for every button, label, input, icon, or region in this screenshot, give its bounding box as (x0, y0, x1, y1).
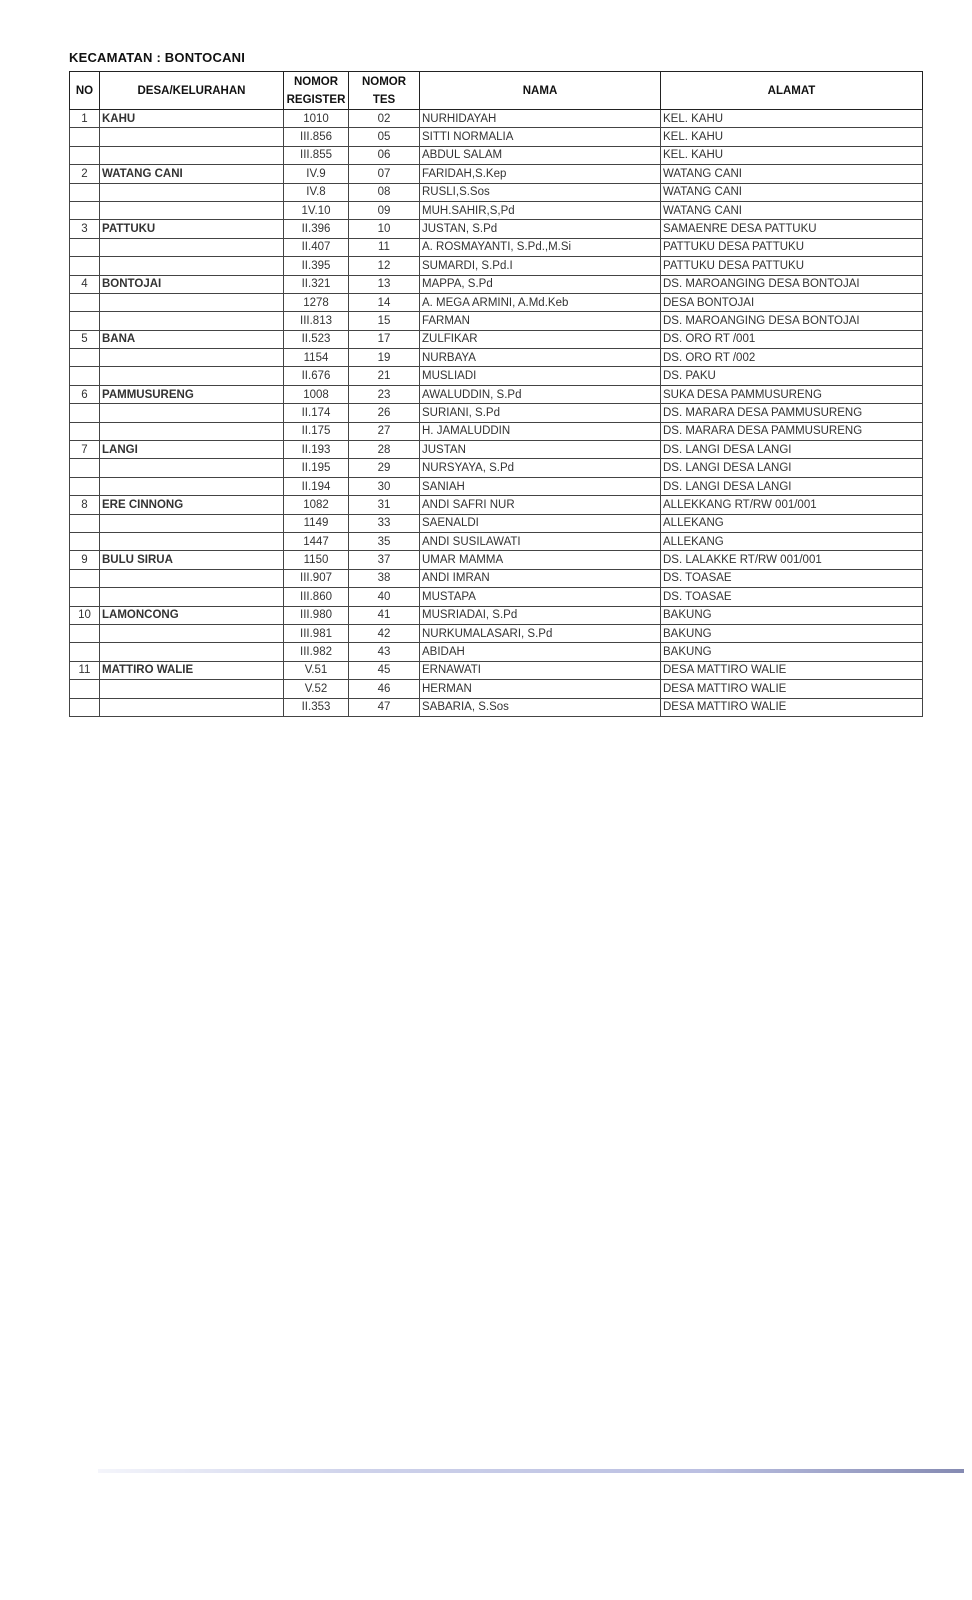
cell-desa-kelurahan: BANA (100, 330, 284, 348)
cell-desa-kelurahan (100, 643, 284, 661)
cell-nama: SANIAH (420, 477, 661, 495)
cell-nama: ANDI SUSILAWATI (420, 532, 661, 550)
cell-nomor-tes: 41 (349, 606, 420, 624)
header-nomor-tes-line2: TES (372, 93, 396, 106)
cell-nomor-register: II.194 (284, 477, 349, 495)
header-nomor-register (284, 72, 349, 110)
table-row (70, 146, 923, 164)
cell-nomor-tes: 17 (349, 330, 420, 348)
cell-nomor-register: 1278 (284, 293, 349, 311)
cell-nama: ANDI IMRAN (420, 569, 661, 587)
cell-nomor-tes: 30 (349, 477, 420, 495)
cell-nomor-register: 1149 (284, 514, 349, 532)
cell-desa-kelurahan (100, 312, 284, 330)
cell-nomor-register: 1008 (284, 385, 349, 403)
cell-nama: HERMAN (420, 680, 661, 698)
cell-nomor-register: 1154 (284, 349, 349, 367)
header-no: NO (70, 72, 100, 110)
cell-nama: A. MEGA ARMINI, A.Md.Keb (420, 293, 661, 311)
cell-nomor-register: IV.9 (284, 165, 349, 183)
table-row (70, 220, 923, 238)
cell-alamat: DS. LANGI DESA LANGI (661, 477, 923, 495)
cell-nomor-register: 1010 (284, 110, 349, 128)
table-row (70, 238, 923, 256)
cell-desa-kelurahan: ERE CINNONG (100, 496, 284, 514)
cell-nomor-register: II.676 (284, 367, 349, 385)
cell-nomor-tes: 07 (349, 165, 420, 183)
cell-no (70, 588, 100, 606)
cell-nomor-tes: 10 (349, 220, 420, 238)
cell-alamat: KEL. KAHU (661, 110, 923, 128)
table-row (70, 110, 923, 128)
table-row (70, 257, 923, 275)
cell-desa-kelurahan (100, 257, 284, 275)
cell-nomor-tes: 40 (349, 588, 420, 606)
cell-nama: MUSRIADAI, S.Pd (420, 606, 661, 624)
cell-nama: ERNAWATI (420, 661, 661, 679)
cell-alamat: DS. MARARA DESA PAMMUSURENG (661, 422, 923, 440)
cell-alamat: BAKUNG (661, 624, 923, 642)
cell-alamat: DS. TOASAE (661, 588, 923, 606)
table-row (70, 532, 923, 550)
header-nama: NAMA (420, 72, 661, 110)
cell-nama: ABDUL SALAM (420, 146, 661, 164)
cell-alamat: DS. MAROANGING DESA BONTOJAI (661, 312, 923, 330)
cell-nomor-register: 1150 (284, 551, 349, 569)
cell-no (70, 312, 100, 330)
cell-nomor-tes: 38 (349, 569, 420, 587)
table-row (70, 312, 923, 330)
cell-alamat: PATTUKU DESA PATTUKU (661, 238, 923, 256)
cell-alamat: SUKA DESA PAMMUSURENG (661, 385, 923, 403)
cell-no (70, 569, 100, 587)
cell-nomor-tes: 12 (349, 257, 420, 275)
cell-no: 4 (70, 275, 100, 293)
cell-desa-kelurahan (100, 532, 284, 550)
cell-nomor-tes: 14 (349, 293, 420, 311)
cell-desa-kelurahan (100, 459, 284, 477)
cell-nama: MUSTAPA (420, 588, 661, 606)
header-nomor-tes-line1: NOMOR (361, 75, 407, 88)
cell-nomor-tes: 19 (349, 349, 420, 367)
cell-nomor-tes: 45 (349, 661, 420, 679)
table-row (70, 514, 923, 532)
cell-nama: MUSLIADI (420, 367, 661, 385)
table-row (70, 293, 923, 311)
table-row (70, 330, 923, 348)
cell-nama: H. JAMALUDDIN (420, 422, 661, 440)
cell-nomor-tes: 42 (349, 624, 420, 642)
cell-alamat: DS. MAROANGING DESA BONTOJAI (661, 275, 923, 293)
cell-nama: NURHIDAYAH (420, 110, 661, 128)
cell-no (70, 349, 100, 367)
cell-desa-kelurahan (100, 293, 284, 311)
cell-nomor-register: II.195 (284, 459, 349, 477)
table-row (70, 680, 923, 698)
cell-nomor-tes: 11 (349, 238, 420, 256)
cell-no (70, 238, 100, 256)
cell-alamat: DS. PAKU (661, 367, 923, 385)
cell-nomor-register: II.193 (284, 441, 349, 459)
cell-nomor-tes: 46 (349, 680, 420, 698)
cell-desa-kelurahan (100, 349, 284, 367)
cell-alamat: DS. MARARA DESA PAMMUSURENG (661, 404, 923, 422)
cell-no (70, 367, 100, 385)
cell-alamat: DS. LALAKKE RT/RW 001/001 (661, 551, 923, 569)
cell-desa-kelurahan (100, 201, 284, 219)
cell-nomor-register: II.396 (284, 220, 349, 238)
cell-nomor-tes: 15 (349, 312, 420, 330)
cell-nama: A. ROSMAYANTI, S.Pd.,M.Si (420, 238, 661, 256)
cell-no: 11 (70, 661, 100, 679)
cell-alamat: DESA MATTIRO WALIE (661, 661, 923, 679)
cell-no (70, 293, 100, 311)
cell-nomor-register: II.407 (284, 238, 349, 256)
cell-nomor-register: III.907 (284, 569, 349, 587)
cell-nama: ANDI SAFRI NUR (420, 496, 661, 514)
cell-nomor-register: III.860 (284, 588, 349, 606)
cell-no: 2 (70, 165, 100, 183)
cell-desa-kelurahan (100, 183, 284, 201)
cell-desa-kelurahan (100, 422, 284, 440)
cell-alamat: WATANG CANI (661, 165, 923, 183)
cell-alamat: PATTUKU DESA PATTUKU (661, 257, 923, 275)
header-desa-kelurahan: DESA/KELURAHAN (100, 72, 284, 110)
table-row (70, 385, 923, 403)
cell-alamat: DS. TOASAE (661, 569, 923, 587)
table-row (70, 661, 923, 679)
cell-no (70, 459, 100, 477)
cell-alamat: ALLEKANG (661, 514, 923, 532)
cell-nomor-tes: 27 (349, 422, 420, 440)
cell-nama: FARIDAH,S.Kep (420, 165, 661, 183)
table-row (70, 459, 923, 477)
cell-no (70, 146, 100, 164)
cell-nomor-tes: 26 (349, 404, 420, 422)
cell-desa-kelurahan (100, 680, 284, 698)
table-row (70, 606, 923, 624)
cell-alamat: WATANG CANI (661, 183, 923, 201)
cell-nomor-register: 1447 (284, 532, 349, 550)
cell-nomor-tes: 43 (349, 643, 420, 661)
cell-alamat: SAMAENRE DESA PATTUKU (661, 220, 923, 238)
cell-nomor-tes: 05 (349, 128, 420, 146)
cell-desa-kelurahan (100, 514, 284, 532)
cell-desa-kelurahan (100, 146, 284, 164)
cell-alamat: ALLEKANG (661, 532, 923, 550)
table-row (70, 367, 923, 385)
cell-nomor-tes: 06 (349, 146, 420, 164)
page-title: KECAMATAN : BONTOCANI (69, 50, 246, 65)
cell-nama: MUH.SAHIR,S,Pd (420, 201, 661, 219)
header-row (70, 72, 923, 110)
cell-no (70, 404, 100, 422)
cell-alamat: KEL. KAHU (661, 128, 923, 146)
cell-nomor-tes: 33 (349, 514, 420, 532)
cell-nomor-register: III.855 (284, 146, 349, 164)
cell-nomor-register: III.980 (284, 606, 349, 624)
cell-no (70, 477, 100, 495)
cell-nama: NURSYAYA, S.Pd (420, 459, 661, 477)
cell-nomor-tes: 31 (349, 496, 420, 514)
cell-nama: SUMARDI, S.Pd.I (420, 257, 661, 275)
cell-desa-kelurahan: BONTOJAI (100, 275, 284, 293)
table-row (70, 404, 923, 422)
cell-no (70, 624, 100, 642)
cell-nama: SABARIA, S.Sos (420, 698, 661, 716)
cell-desa-kelurahan (100, 588, 284, 606)
cell-nama: UMAR MAMMA (420, 551, 661, 569)
cell-no: 10 (70, 606, 100, 624)
cell-desa-kelurahan: PAMMUSURENG (100, 385, 284, 403)
cell-alamat: DS. LANGI DESA LANGI (661, 459, 923, 477)
cell-desa-kelurahan: PATTUKU (100, 220, 284, 238)
cell-alamat: ALLEKKANG RT/RW 001/001 (661, 496, 923, 514)
cell-nomor-tes: 29 (349, 459, 420, 477)
table-row (70, 183, 923, 201)
cell-no (70, 201, 100, 219)
cell-nama: ZULFIKAR (420, 330, 661, 348)
cell-nomor-tes: 09 (349, 201, 420, 219)
cell-no (70, 643, 100, 661)
cell-desa-kelurahan (100, 128, 284, 146)
cell-desa-kelurahan (100, 624, 284, 642)
cell-nomor-register: V.52 (284, 680, 349, 698)
cell-no: 5 (70, 330, 100, 348)
cell-nama: RUSLI,S.Sos (420, 183, 661, 201)
cell-no (70, 422, 100, 440)
cell-nama: SAENALDI (420, 514, 661, 532)
cell-nomor-tes: 02 (349, 110, 420, 128)
cell-nomor-register: II.321 (284, 275, 349, 293)
cell-nomor-register: II.395 (284, 257, 349, 275)
cell-nomor-tes: 28 (349, 441, 420, 459)
cell-nomor-tes: 23 (349, 385, 420, 403)
table-row (70, 551, 923, 569)
cell-no: 7 (70, 441, 100, 459)
cell-nomor-register: 1V.10 (284, 201, 349, 219)
cell-alamat: DESA MATTIRO WALIE (661, 698, 923, 716)
header-nomor-register-line2: REGISTER (286, 93, 346, 106)
cell-nomor-register: III.856 (284, 128, 349, 146)
table-row (70, 275, 923, 293)
cell-nama: JUSTAN, S.Pd (420, 220, 661, 238)
cell-no: 1 (70, 110, 100, 128)
participant-table (69, 71, 923, 717)
cell-desa-kelurahan (100, 238, 284, 256)
cell-alamat: DS. LANGI DESA LANGI (661, 441, 923, 459)
cell-alamat: DS. ORO RT /002 (661, 349, 923, 367)
table-row (70, 201, 923, 219)
cell-desa-kelurahan (100, 698, 284, 716)
cell-nomor-tes: 21 (349, 367, 420, 385)
cell-alamat: WATANG CANI (661, 201, 923, 219)
cell-no (70, 680, 100, 698)
cell-nomor-register: II.523 (284, 330, 349, 348)
cell-no (70, 532, 100, 550)
cell-desa-kelurahan: WATANG CANI (100, 165, 284, 183)
cell-nama: SURIANI, S.Pd (420, 404, 661, 422)
table-row (70, 643, 923, 661)
cell-desa-kelurahan (100, 367, 284, 385)
scan-edge-line (98, 1469, 964, 1473)
table-row (70, 349, 923, 367)
table-row (70, 624, 923, 642)
cell-nomor-tes: 08 (349, 183, 420, 201)
table-row (70, 477, 923, 495)
cell-no (70, 183, 100, 201)
cell-no (70, 257, 100, 275)
cell-no (70, 698, 100, 716)
cell-nama: FARMAN (420, 312, 661, 330)
cell-nomor-tes: 47 (349, 698, 420, 716)
cell-no: 3 (70, 220, 100, 238)
header-nomor-register-line1: NOMOR (293, 75, 339, 88)
cell-no: 6 (70, 385, 100, 403)
cell-nama: ABIDAH (420, 643, 661, 661)
cell-desa-kelurahan: MATTIRO WALIE (100, 661, 284, 679)
cell-alamat: BAKUNG (661, 643, 923, 661)
cell-desa-kelurahan: LANGI (100, 441, 284, 459)
cell-no (70, 128, 100, 146)
table-row (70, 569, 923, 587)
cell-desa-kelurahan: KAHU (100, 110, 284, 128)
cell-no (70, 514, 100, 532)
cell-nomor-register: 1082 (284, 496, 349, 514)
table-row (70, 165, 923, 183)
cell-nomor-register: V.51 (284, 661, 349, 679)
table-header (70, 72, 923, 110)
cell-desa-kelurahan: LAMONCONG (100, 606, 284, 624)
table-row (70, 441, 923, 459)
cell-alamat: KEL. KAHU (661, 146, 923, 164)
cell-nomor-tes: 13 (349, 275, 420, 293)
cell-desa-kelurahan (100, 404, 284, 422)
table-row (70, 588, 923, 606)
cell-nama: MAPPA, S.Pd (420, 275, 661, 293)
cell-nomor-tes: 35 (349, 532, 420, 550)
table-body (70, 110, 923, 717)
cell-alamat: BAKUNG (661, 606, 923, 624)
cell-alamat: DS. ORO RT /001 (661, 330, 923, 348)
cell-nama: NURBAYA (420, 349, 661, 367)
cell-alamat: DESA MATTIRO WALIE (661, 680, 923, 698)
cell-alamat: DESA BONTOJAI (661, 293, 923, 311)
table-row (70, 128, 923, 146)
header-nomor-tes (349, 72, 420, 110)
cell-nomor-register: III.813 (284, 312, 349, 330)
cell-nomor-register: III.982 (284, 643, 349, 661)
cell-desa-kelurahan: BULU SIRUA (100, 551, 284, 569)
cell-nomor-register: II.174 (284, 404, 349, 422)
cell-nama: NURKUMALASARI, S.Pd (420, 624, 661, 642)
cell-desa-kelurahan (100, 569, 284, 587)
cell-desa-kelurahan (100, 477, 284, 495)
cell-no: 9 (70, 551, 100, 569)
header-alamat: ALAMAT (661, 72, 923, 110)
cell-no: 8 (70, 496, 100, 514)
cell-nomor-register: II.353 (284, 698, 349, 716)
cell-nomor-tes: 37 (349, 551, 420, 569)
cell-nama: SITTI NORMALIA (420, 128, 661, 146)
table-row (70, 496, 923, 514)
table-row (70, 698, 923, 716)
cell-nomor-register: IV.8 (284, 183, 349, 201)
cell-nomor-register: III.981 (284, 624, 349, 642)
cell-nama: JUSTAN (420, 441, 661, 459)
cell-nomor-register: II.175 (284, 422, 349, 440)
table-row (70, 422, 923, 440)
cell-nama: AWALUDDIN, S.Pd (420, 385, 661, 403)
